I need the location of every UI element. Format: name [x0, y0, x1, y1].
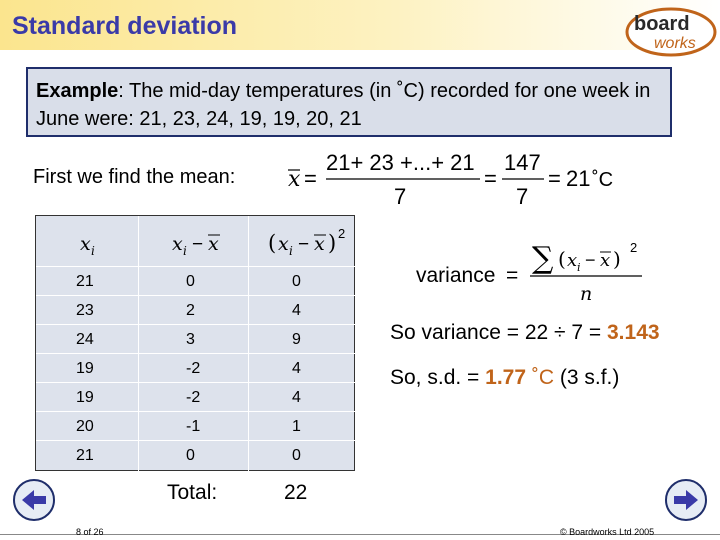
- svg-text:=: =: [548, 166, 561, 191]
- deviation-cell: -2: [186, 389, 201, 406]
- variance-formula: [410, 232, 650, 307]
- svg-text:=: =: [304, 166, 317, 191]
- sd-result: [390, 366, 619, 390]
- mean-numerator2: 147: [504, 150, 541, 175]
- svg-text:−: −: [585, 250, 596, 270]
- table-row: [36, 353, 356, 382]
- next-slide-button[interactable]: [664, 478, 708, 522]
- mean-equation: [284, 146, 644, 210]
- svg-text:x: x: [288, 167, 301, 192]
- deviation-cell: 3: [186, 331, 195, 348]
- svg-text:2: 2: [338, 226, 346, 241]
- sd-unit: ˚C: [526, 366, 555, 389]
- page-number: 8 of 26: [76, 527, 104, 537]
- svg-text:x: x: [278, 233, 289, 255]
- mean-numerator: 21+ 23 +...+ 21: [326, 150, 475, 175]
- example-box: [26, 67, 672, 137]
- slide-title: Standard deviation: [12, 12, 238, 40]
- title-bar: [0, 0, 720, 50]
- svg-text:(: (: [268, 231, 277, 255]
- copyright: © Boardworks Ltd 2005: [560, 527, 655, 537]
- mean-result: 21: [566, 166, 591, 191]
- variance-formula-label: variance: [416, 264, 496, 287]
- example-label: Example: [36, 80, 119, 102]
- squared-deviation-cell: 9: [292, 331, 301, 348]
- mean-unit: ˚C: [592, 169, 614, 191]
- table-row: [36, 266, 356, 295]
- xi-cell: 21: [76, 273, 94, 290]
- variance-result: [390, 321, 660, 345]
- deviation-cell: 0: [186, 447, 195, 464]
- svg-text:): ): [613, 247, 621, 271]
- table-row: [36, 382, 356, 411]
- table-row: [36, 440, 356, 469]
- xi-cell: 24: [76, 331, 94, 348]
- deviation-cell: 2: [186, 302, 195, 319]
- total-value: 22: [284, 481, 308, 504]
- example-text: : The mid-day temperatures (in ˚C) recorded for one week in June were: 21, 23, 24, 19, 19, 20, 21: [36, 80, 651, 130]
- xi-cell: 20: [76, 418, 94, 435]
- svg-text:=: =: [506, 264, 519, 287]
- svg-text:−: −: [192, 234, 204, 255]
- svg-text:x: x: [314, 233, 325, 255]
- svg-text:i: i: [91, 244, 95, 258]
- svg-text:=: =: [484, 166, 497, 191]
- logo-line1: board: [634, 13, 690, 35]
- svg-text:i: i: [289, 244, 293, 258]
- squared-deviation-cell: 4: [292, 302, 301, 319]
- table-row: [36, 324, 356, 353]
- svg-text:i: i: [577, 261, 581, 274]
- xi-cell: 19: [76, 360, 94, 377]
- squared-deviation-cell: 4: [292, 360, 301, 377]
- mean-denominator: 7: [394, 184, 407, 209]
- xi-cell: 19: [76, 389, 94, 406]
- mean-label: First we find the mean:: [33, 166, 236, 188]
- sd-prefix: So, s.d. =: [390, 366, 486, 389]
- squared-deviation-cell: 1: [292, 418, 301, 435]
- deviation-cell: -2: [186, 360, 201, 377]
- deviation-table: [35, 215, 355, 471]
- xi-cell: 23: [76, 302, 94, 319]
- xi-cell: 21: [76, 447, 94, 464]
- squared-deviation-cell: 0: [292, 447, 301, 464]
- deviation-cell: -1: [186, 418, 201, 435]
- boardworks-logo: [624, 4, 718, 60]
- deviation-cell: 0: [186, 273, 195, 290]
- svg-text:i: i: [183, 244, 187, 258]
- table-row: [36, 295, 356, 324]
- variance-value: 3.143: [607, 321, 660, 344]
- svg-text:−: −: [298, 234, 310, 255]
- table-row: [36, 411, 356, 440]
- squared-deviation-cell: 0: [292, 273, 301, 290]
- sd-value: 1.77: [485, 366, 527, 389]
- table-header: [36, 216, 356, 266]
- logo-line2: works: [654, 35, 696, 52]
- svg-text:x: x: [80, 233, 91, 255]
- svg-text:x: x: [172, 233, 183, 255]
- svg-text:∑: ∑: [532, 241, 554, 276]
- previous-slide-button[interactable]: [12, 478, 56, 522]
- svg-text:x: x: [208, 233, 219, 255]
- variance-formula-denominator: n: [580, 283, 593, 305]
- total-label: Total:: [167, 481, 218, 504]
- svg-text:): ): [328, 231, 337, 255]
- svg-text:x: x: [600, 250, 611, 271]
- variance-text: So variance = 22 ÷ 7 =: [390, 321, 607, 344]
- squared-deviation-cell: 4: [292, 389, 301, 406]
- mean-denominator2: 7: [516, 184, 529, 209]
- sd-suffix: (3 s.f.): [554, 366, 620, 389]
- svg-text:x: x: [567, 250, 578, 271]
- svg-text:(: (: [558, 247, 566, 271]
- svg-text:2: 2: [630, 240, 638, 255]
